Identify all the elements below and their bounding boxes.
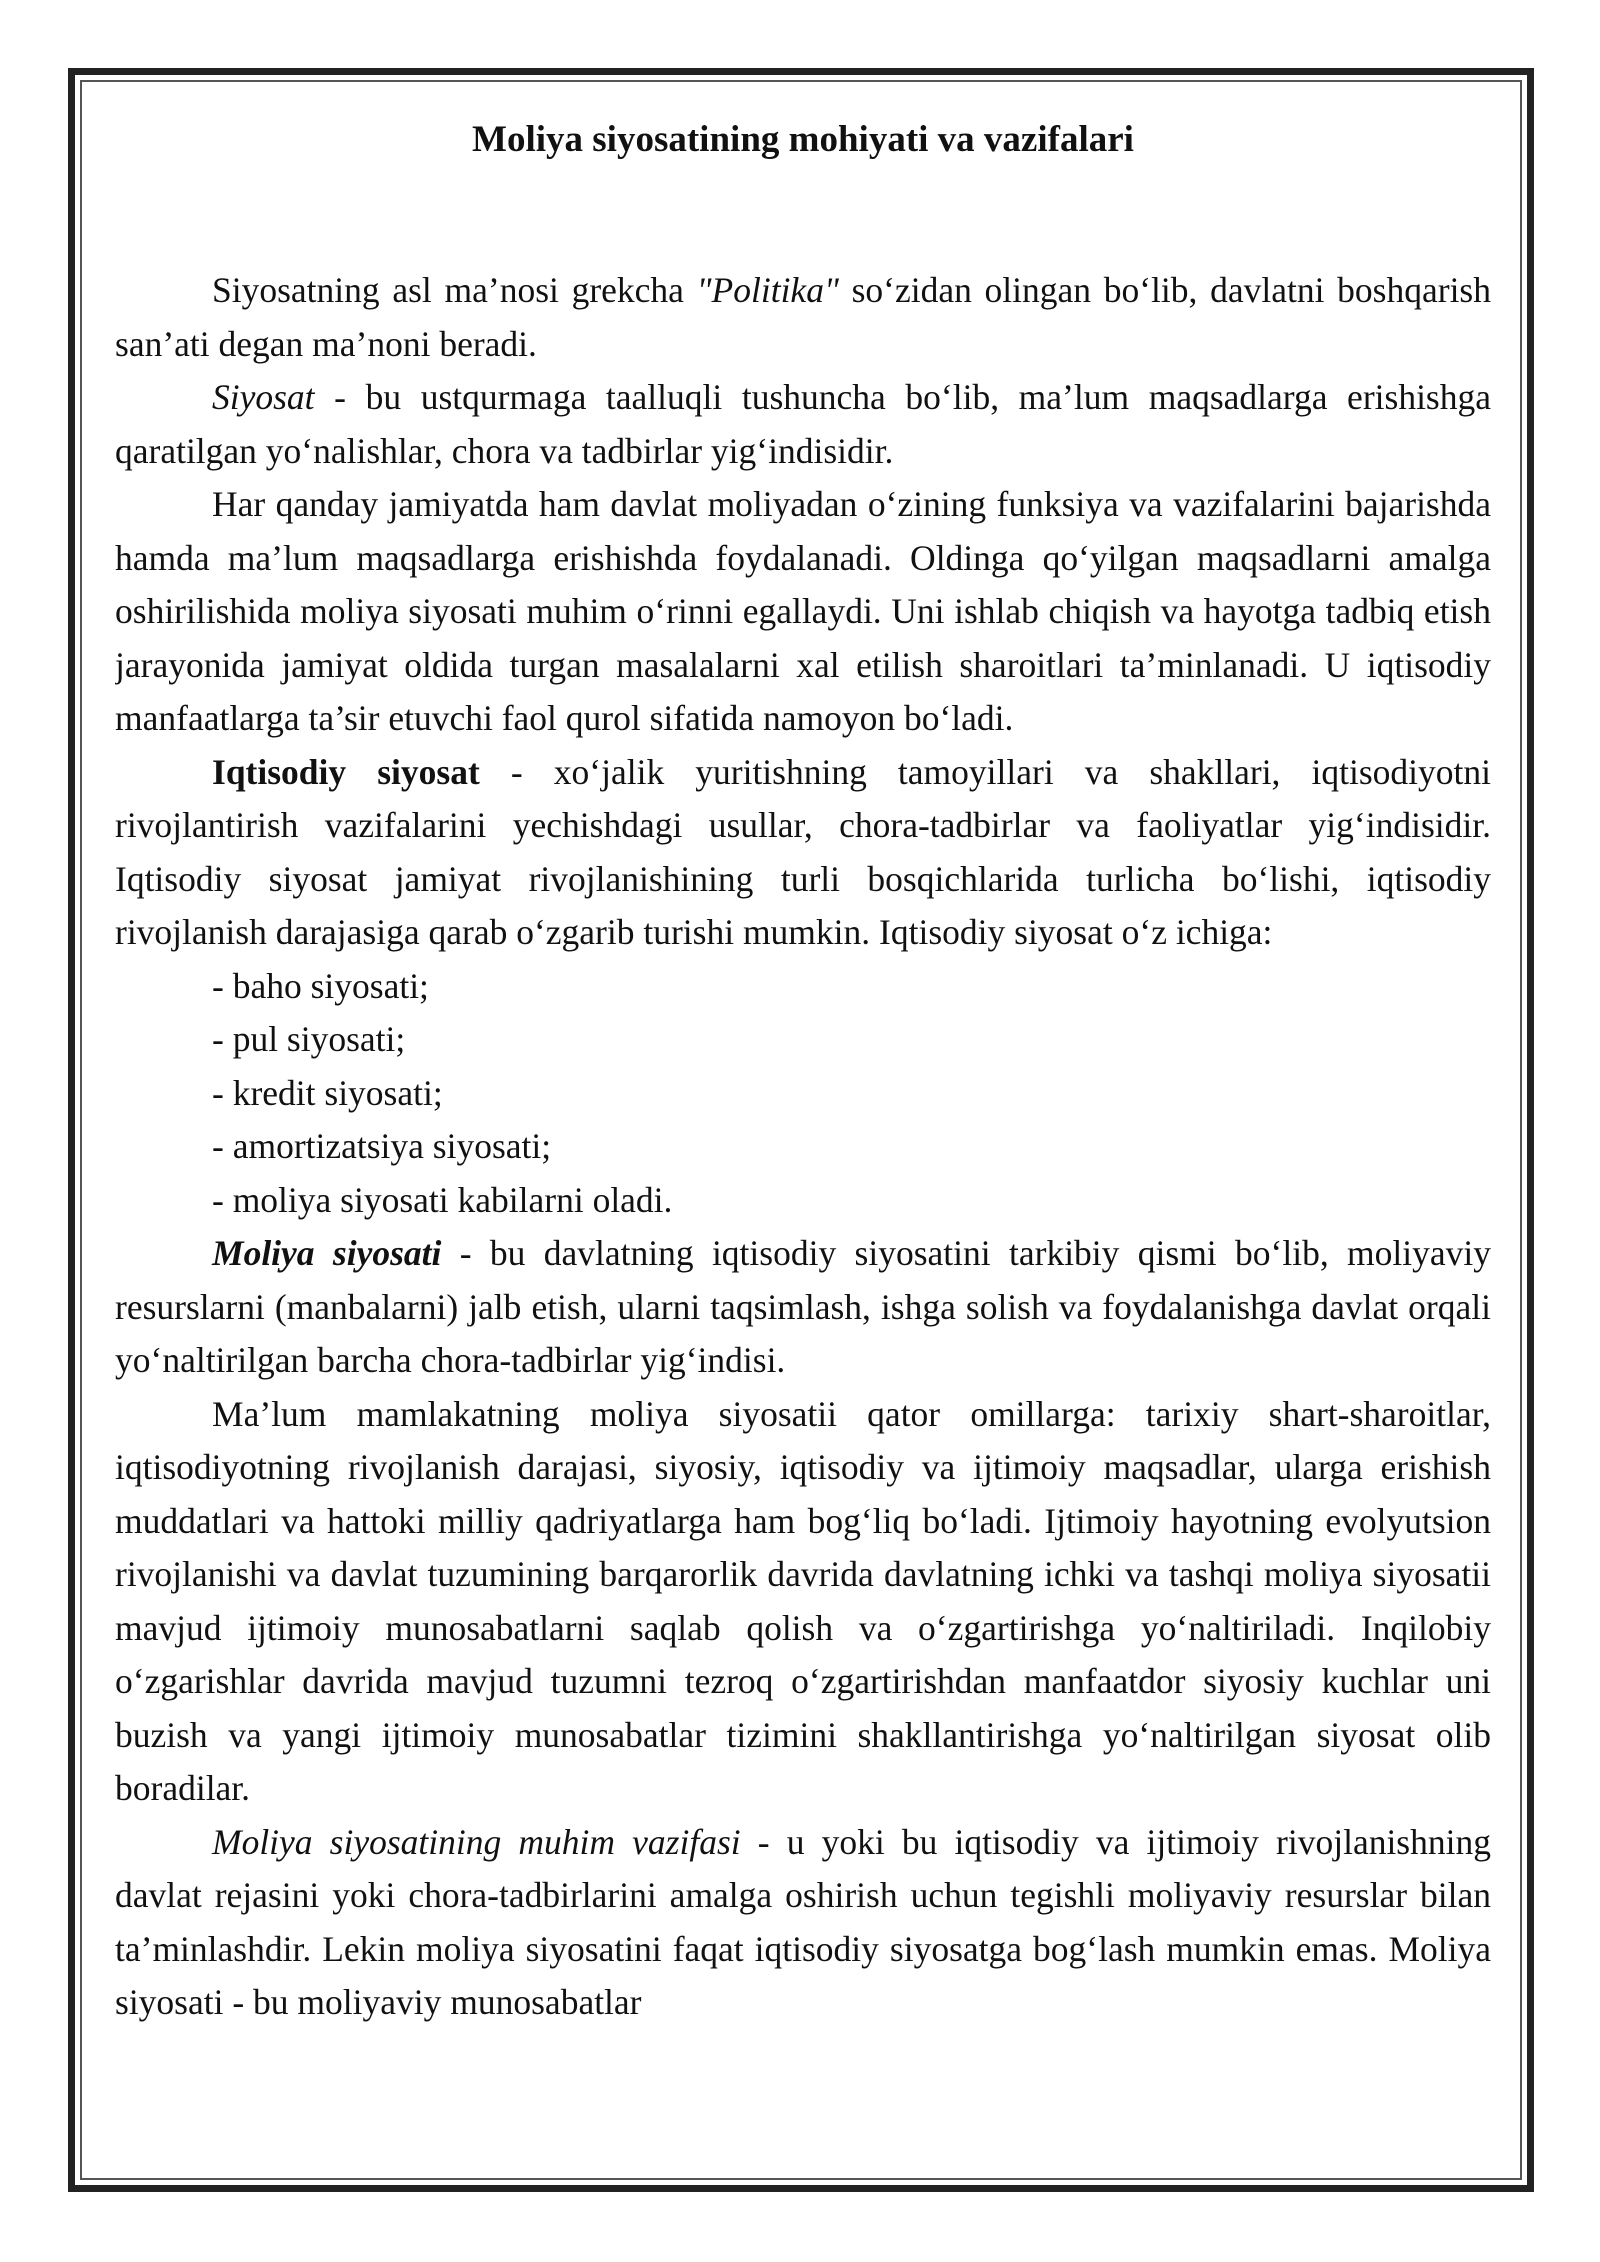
list-item: - pul siyosati; — [212, 1019, 406, 1059]
paragraph-1-emphasis: "Politika" — [696, 270, 839, 310]
paragraph-6: Ma’lum mamlakatning moliya siyosatii qator omillarga: tarixiy shart-sharoitlar, iqtisodiyotning rivojlanish darajasi, siyosiy, iqtisodiy va ijtimoiy maqsadlar, ularga erishish muddatlari va hattoki milliy qadriyatlarga ham bog‘liq bo‘ladi. Ijtimoiy hayotning evolyutsion rivojlanishi va davlat tuzumining barqarorlik davrida davlatning ichki va tashqi moliya siyosatii mavjud ijtimoiy munosabatlarni saqlab qolish va o‘zgartirishga yo‘naltiriladi. Inqilobiy o‘zgarishlar davrida mavjud tuzumni tezroq o‘zgartirishdan manfaatdor siyosiy kuchlar uni buzish va yangi ijtimoiy munosabatlar tizimini shakllantirishga yo‘naltirilgan siyosat olib boradilar. — [115, 1393, 1491, 1808]
paragraph-4-term: Iqtisodiy siyosat — [212, 751, 480, 792]
list-item: - kredit siyosati; — [212, 1072, 443, 1113]
paragraph-3: Har qanday jamiyatda ham davlat moliyadan o‘zining funksiya va vazifalarini bajarishda hamda ma’lum maqsadlarga erishishda foydalanadi. Oldinga qo‘yilgan maqsadlarni amalga oshirilishida moliya siyosati muhim o‘rinni egallaydi. Uni ishlab chiqish va hayotga tadbiq etish jarayonida jamiyat oldida turgan masalalarni xal etilish sharoitlari ta’minlanadi. U iqtisodiy manfaatlarga ta’sir etuvchi faol qurol sifatida namoyon bo‘ladi. — [115, 484, 1491, 738]
paragraph-2 — [115, 371, 1491, 478]
paragraph-2-term: Siyosat — [212, 377, 315, 417]
paragraph-7-term: Moliya siyosatining muhim vazifasi — [212, 1821, 741, 1862]
paragraph-7 — [115, 1816, 1491, 2030]
document-page — [115, 110, 1491, 2160]
document-body — [115, 264, 1491, 2030]
paragraph-7-text: - u yoki bu iqtisodiy va ijtimoiy rivojlanishning davlat rejasini yoki chora-tadbirlarini amalga oshirish uchun tegishli moliyaviy resurslar bilan ta’minlashdir. Lekin moliya siyosatini faqat iqtisodiy siyosatga bog‘lash mumkin emas. Moliya siyosati - bu moliyaviy munosabatlar — [115, 1821, 1491, 2022]
paragraph-5-term: Moliya siyosati — [212, 1233, 442, 1273]
list-item: - moliya siyosati kabilarni oladi. — [212, 1179, 673, 1220]
paragraph-5-text: - bu davlatning iqtisodiy siyosatini tarkibiy qismi bo‘lib, moliyaviy resurslarni (manbalarni) jalb etish, ularni taqsimlash, ishga solish va foydalanishga davlat orqali yo‘naltirilgan barcha chora-tadbirlar yig‘indisi. — [115, 1233, 1491, 1380]
paragraph-1 — [115, 264, 1491, 371]
paragraph-2-text: - bu ustqurmaga taalluqli tushuncha bo‘lib, ma’lum maqsadlarga erishishga qaratilgan yo‘nalishlar, chora va tadbirlar yig‘indisidir. — [115, 377, 1491, 471]
list-item: - baho siyosati; — [212, 965, 429, 1006]
paragraph-1-text-a: Siyosatning asl ma’nosi grekcha — [212, 270, 697, 310]
document-title: Moliya siyosatining mohiyati va vazifalari — [472, 119, 1134, 160]
list-item: - amortizatsiya siyosati; — [212, 1126, 552, 1166]
paragraph-4 — [115, 746, 1491, 960]
paragraph-4-text: - xo‘jalik yuritishning tamoyillari va shakllari, iqtisodiyotni rivojlantirish vazifalarini yechishdagi usullar, chora-tadbirlar va faoliyatlar yig‘indisidir. Iqtisodiy siyosat jamiyat rivojlanishining turli bosqichlarida turlicha bo‘lishi, iqtisodiy rivojlanish darajasiga qarab o‘zgarib turishi mumkin. Iqtisodiy siyosat o‘z ichiga: — [115, 751, 1491, 952]
paragraph-1-text-b: so‘zidan olingan bo‘lib, davlatni boshqarish san’ati degan ma’noni beradi. — [115, 270, 1491, 364]
paragraph-5 — [115, 1227, 1491, 1388]
